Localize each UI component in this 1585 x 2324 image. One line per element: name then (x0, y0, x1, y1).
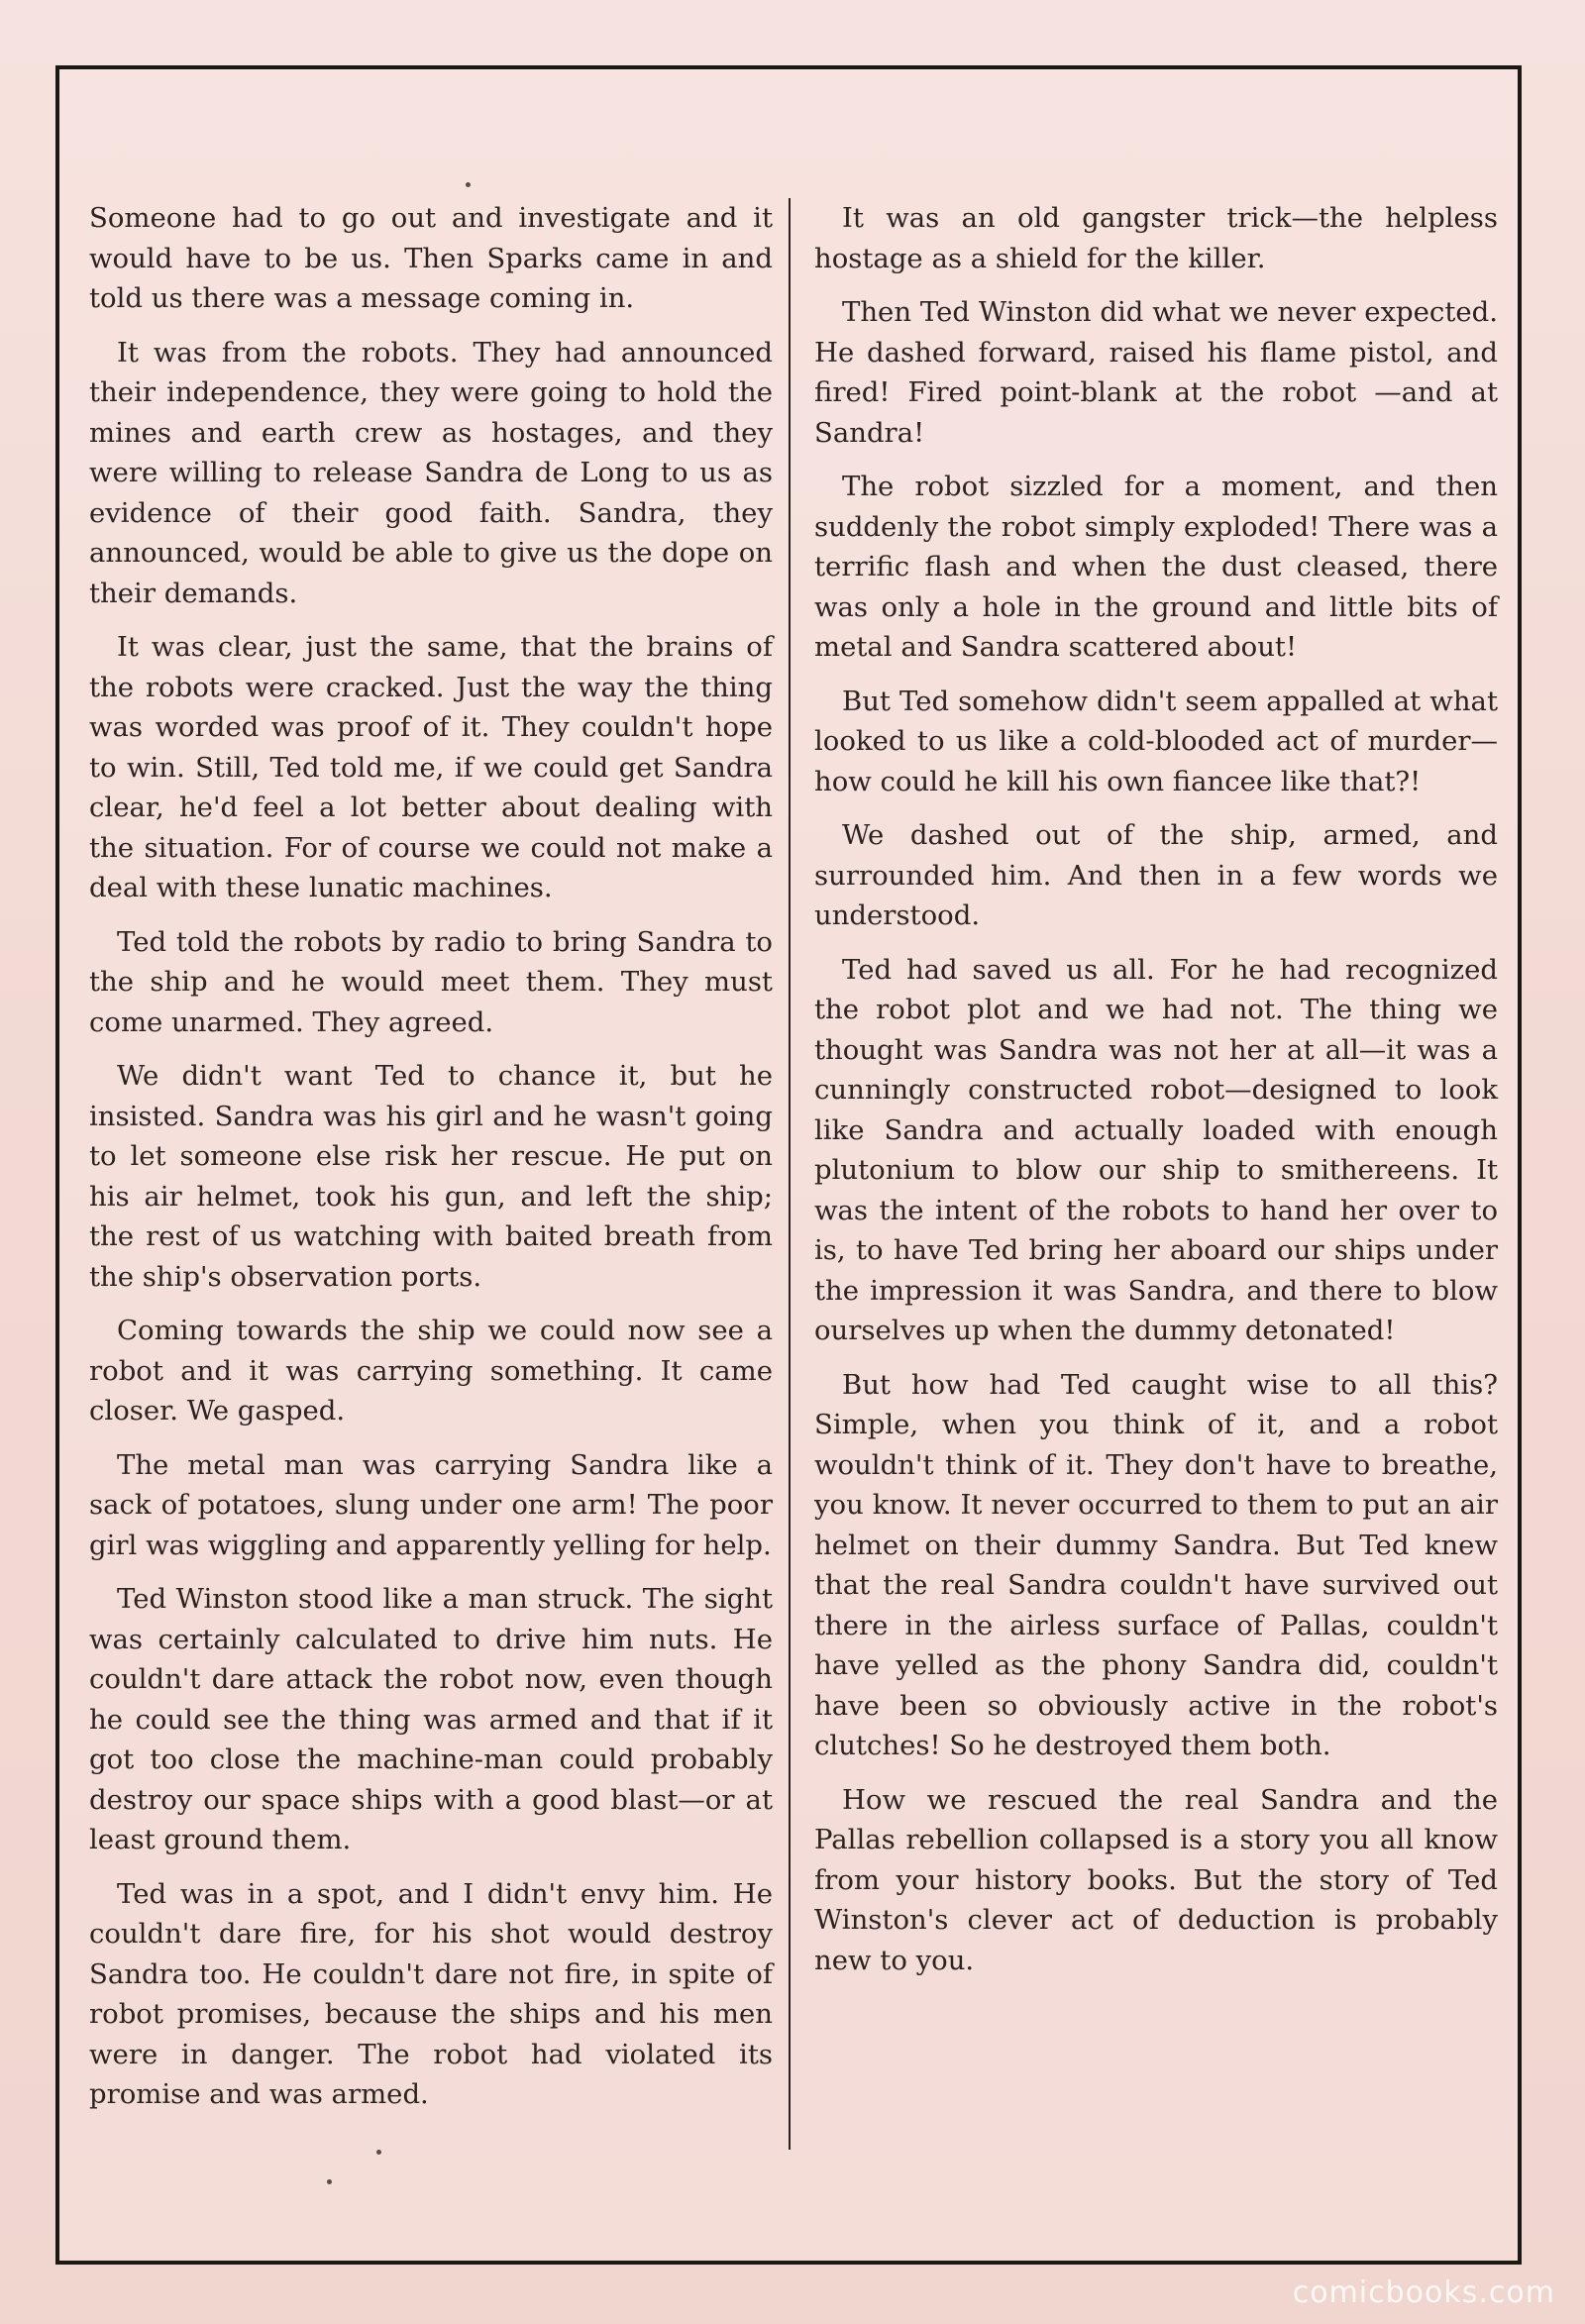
paragraph: It was clear, just the same, that the brains of the robots were cracked. Just the way the thing was worded was proof of it. They couldn't hope to win. Still, Ted told me, if we could get Sandra clear, he'd feel a lot better about dealing with the situation. For of course we could not make a deal with these lunatic machines. (89, 631, 773, 903)
paragraph: Ted was in a spot, and I didn't envy him. He couldn't dare fire, for his shot would destroy Sandra too. He couldn't dare not fire, in spite of robot promises, because the ships and his men were in danger. The robot had violated its promise and was armed. (89, 1877, 773, 2110)
paragraph: But how had Ted caught wise to all this? Simple, when you think of it, and a robot wouldn't think of it. They don't have to breathe, you know. It never occurred to them to put an air helmet on their dummy Sandra. But Ted knew that the real Sandra couldn't have survived out there in the airless surface of Pallas, couldn't have yelled as the phony Sandra did, couldn't have been so obviously active in the robot's clutches! So he destroyed them both. (814, 1368, 1498, 1761)
paragraph: Someone had to go out and investigate and it would have to be us. Then Sparks came in and told us there was a message coming in. (89, 202, 773, 314)
paragraph: Coming towards the ship we could now see a robot and it was carrying something. It came closer. We gasped. (89, 1315, 773, 1426)
paragraph: The metal man was carrying Sandra like a sack of potatoes, slung under one arm! The poor girl was wiggling and apparently yelling for help. (89, 1448, 773, 1561)
print-speck (466, 182, 471, 187)
paragraph: It was from the robots. They had announced their independence, they were going to hold the mines and earth crew as hostages, and they were willing to release Sandra de Long to us as evidence of their good faith. Sandra, they announced, would be able to give us the dope on their demands. (89, 336, 773, 609)
print-speck (376, 2150, 381, 2155)
paragraph: We dashed out of the ship, armed, and surrounded him. And then in a few words we understood. (814, 819, 1498, 931)
watermark: comicbooks.com (1292, 2275, 1555, 2310)
print-speck (327, 2179, 332, 2184)
paragraph: Ted told the robots by radio to bring Sandra to the ship and he would meet them. They must come unarmed. They agreed. (89, 925, 773, 1038)
paragraph: We didn't want Ted to chance it, but he insisted. Sandra was his girl and he wasn't going to let someone else risk her rescue. He put on his air helmet, took his gun, and left the ship; the rest of us watching with baited breath from the ship's observation ports. (89, 1060, 773, 1293)
left-column (89, 198, 773, 2129)
paragraph: The robot sizzled for a moment, and then suddenly the robot simply exploded! There was a terrific flash and when the dust cleased, there was only a hole in the ground and little bits of metal and Sandra scattered about! (814, 471, 1498, 663)
column-divider (789, 198, 791, 2150)
paragraph: It was an old gangster trick—the helpless hostage as a shield for the killer. (814, 202, 1498, 274)
paragraph: Ted Winston stood like a man struck. The sight was certainly calculated to drive him nuts. He couldn't dare attack the robot now, even though he could see the thing was armed and that if it got too close the machine-man could probably destroy our space ships with a good blast—or at least ground them. (89, 1583, 773, 1855)
paragraph: But Ted somehow didn't seem appalled at what looked to us like a cold-blooded act of murder—how could he kill his own fiancee like that?! (814, 685, 1498, 797)
right-column (814, 198, 1498, 1994)
paragraph: How we rescued the real Sandra and the Pallas rebellion collapsed is a story you all know from your history books. But the story of Ted Winston's clever act of deduction is probably new to you. (814, 1783, 1498, 1976)
paragraph: Then Ted Winston did what we never expected. He dashed forward, raised his flame pistol, and fired! Fired point-blank at the robot —and at Sandra! (814, 296, 1498, 449)
paragraph: Ted had saved us all. For he had recognized the robot plot and we had not. The thing we thought was Sandra was not her at all—it was a cunningly constructed robot—designed to look like Sandra and actually loaded with enough plutonium to blow our ship to smithereens. It was the intent of the robots to hand her over to is, to have Ted bring her aboard our ships under the impression it was Sandra, and there to blow ourselves up when the dummy detonated! (814, 953, 1498, 1346)
